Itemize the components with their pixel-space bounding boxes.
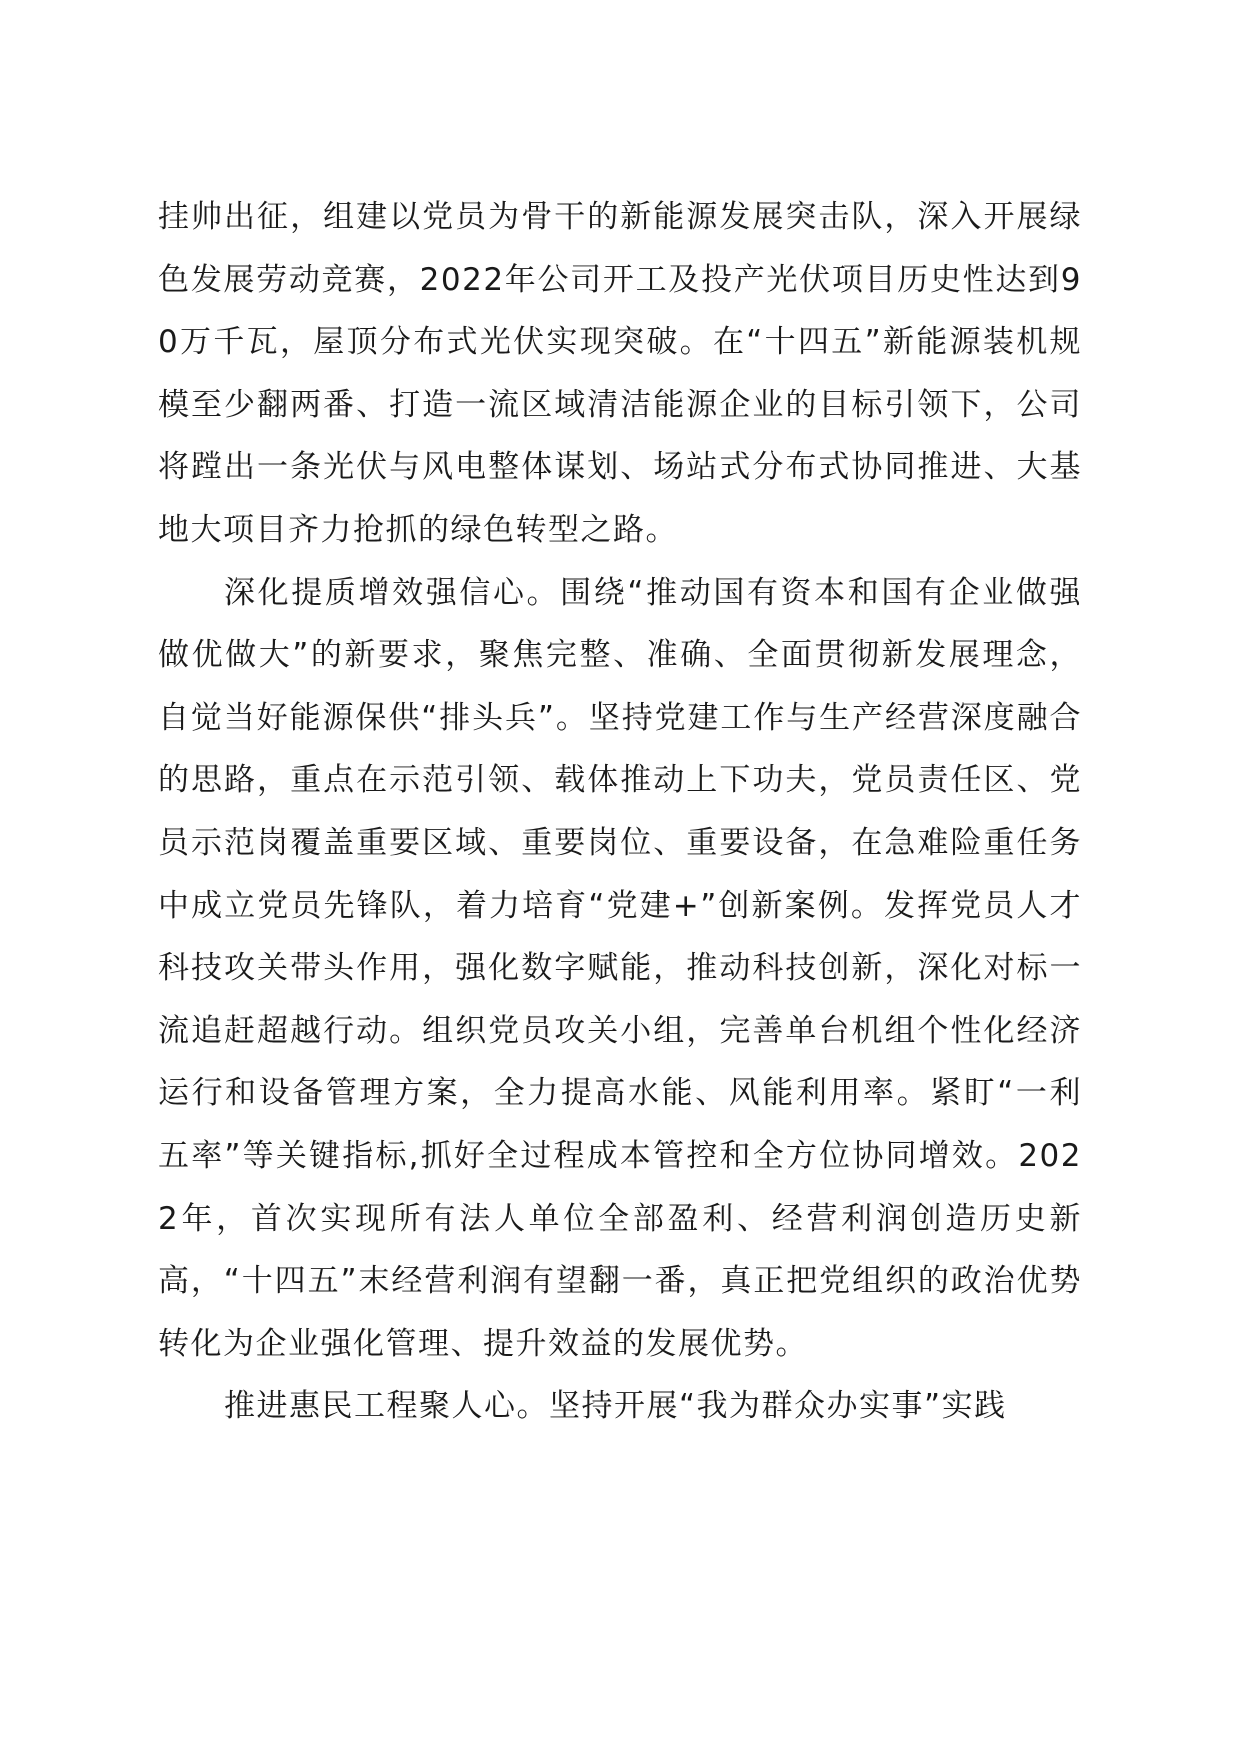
document-body [158,186,1082,1438]
paragraph-livelihood-projects: 推进惠民工程聚人心。坚持开展“我为群众办实事”实践 [224,1388,1007,1425]
paragraph-green-transition: 挂帅出征，组建以党员为骨干的新能源发展突击队，深入开展绿色发展劳动竞赛，2022年公司开工及投产光伏项目历史性达到90万千瓦，屋顶分布式光伏实现突破。在“十四五”新能源装机规模至少翻两番、打造一流区域清洁能源企业的目标引领下，公司将蹚出一条光伏与风电整体谋划、场站式分布式协同推进、大基地大项目齐力抢抓的绿色转型之路。 [158,199,1082,548]
paragraph-quality-efficiency: 深化提质增效强信心。围绕“推动国有资本和国有企业做强做优做大”的新要求，聚焦完整、准确、全面贯彻新发展理念，自觉当好能源保供“排头兵”。坚持党建工作与生产经营深度融合的思路，重点在示范引领、载体推动上下功夫，党员责任区、党员示范岗覆盖重要区域、重要岗位、重要设备，在急难险重任务中成立党员先锋队，着力培育“党建+”创新案例。发挥党员人才科技攻关带头作用，强化数字赋能，推动科技创新，深化对标一流追赶超越行动。组织党员攻关小组，完善单台机组个性化经济运行和设备管理方案，全力提高水能、风能利用率。紧盯“一利五率”等关键指标,抓好全过程成本管控和全方位协同增效。2022年，首次实现所有法人单位全部盈利、经营利润创造历史新高，“十四五”末经营利润有望翻一番，真正把党组织的政治优势转化为企业强化管理、提升效益的发展优势。 [158,574,1082,1362]
